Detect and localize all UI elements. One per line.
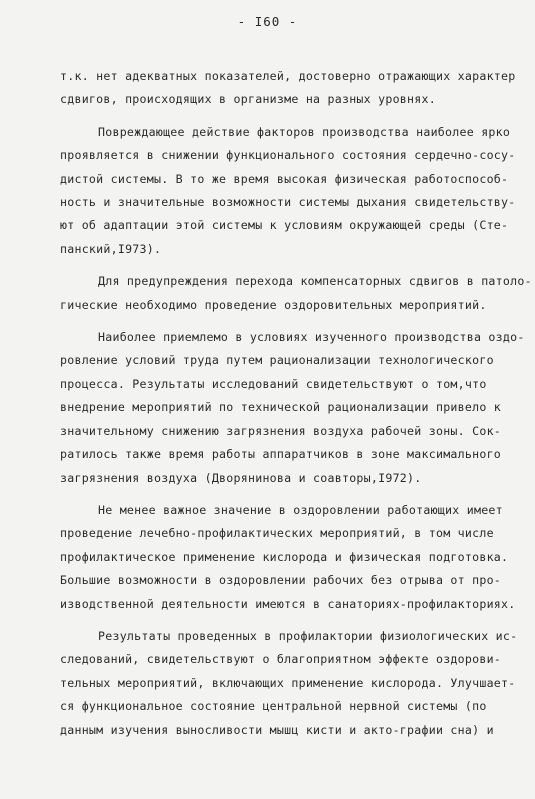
text-line: следований, свидетельствуют о благоприятном эффекте оздорови-	[60, 652, 502, 667]
text-line: внедрение мероприятий по технической рационализации привело к	[60, 400, 502, 415]
text-line: данным изучения выносливости мышц кисти и акто-графии сна) и	[60, 722, 494, 737]
paragraph-6	[60, 625, 518, 742]
text-line: Повреждающее действие факторов производства наиболее ярко	[98, 124, 511, 139]
text-line: изводственной деятельности имеются в санаториях-профилакториях.	[60, 596, 516, 611]
text-line: дистой системы. В то же время высокая физическая работоспособ-	[60, 171, 509, 186]
text-line: гические необходимо проведение оздоровительных мероприятий.	[60, 297, 487, 312]
text-line: значительному снижению загрязнения воздуха рабочей зоны. Сок-	[60, 423, 502, 438]
paragraph-3	[60, 270, 532, 317]
text-line: сдвигов, происходящих в организме на разных уровнях.	[60, 92, 436, 107]
text-line: ся функциональное состояние центральной нервной системы (по	[60, 699, 487, 714]
text-line: проведение лечебно-профилактических мероприятий, в том числе	[60, 526, 494, 541]
text-line: панский,I973).	[60, 241, 162, 256]
paragraph-2	[60, 121, 516, 261]
text-line: ровление условий труда путем рационализации технологического	[60, 353, 494, 368]
text-line: ность и значительные возможности системы дыхания свидетельству-	[60, 195, 516, 210]
page-number: - I60 -	[237, 14, 298, 29]
text-line: процесса. Результаты исследований свидетельствуют о том,что	[60, 376, 487, 391]
text-line: профилактическое применение кислорода и физическая подготовка.	[60, 549, 509, 564]
text-line: т.к. нет адекватных показателей, достоверно отражающих характер	[60, 69, 516, 83]
text-line: проявляется в снижении функционального состояния сердечно-сосу-	[60, 148, 516, 163]
body-text	[60, 65, 532, 751]
text-line: Не менее важное значение в оздоровлении работающих имеет	[98, 502, 503, 517]
text-line: Наиболее приемлемо в условиях изученного производства оздо-	[98, 330, 525, 345]
text-line: загрязнения воздуха (Дворянинова и соавторы,I972).	[60, 470, 422, 485]
text-line: Для предупреждения перехода компенсаторных сдвигов в патоло-	[98, 274, 532, 289]
text-line: Большие возможности в оздоровлении рабочих без отрыва от про-	[60, 573, 502, 588]
paragraph-1	[60, 65, 516, 112]
text-line: ют об адаптации этой системы к условиям окружающей среды (Сте-	[60, 218, 509, 233]
text-line: Результаты проведенных в профилактории физиологических ис-	[98, 628, 518, 643]
text-line: тельных мероприятий, включающих применение кислорода. Улучшает-	[60, 675, 516, 690]
paragraph-5	[60, 499, 516, 616]
text-line: ратилось также время работы аппаратчиков в зоне максимального	[60, 447, 502, 462]
paragraph-4	[60, 326, 525, 490]
